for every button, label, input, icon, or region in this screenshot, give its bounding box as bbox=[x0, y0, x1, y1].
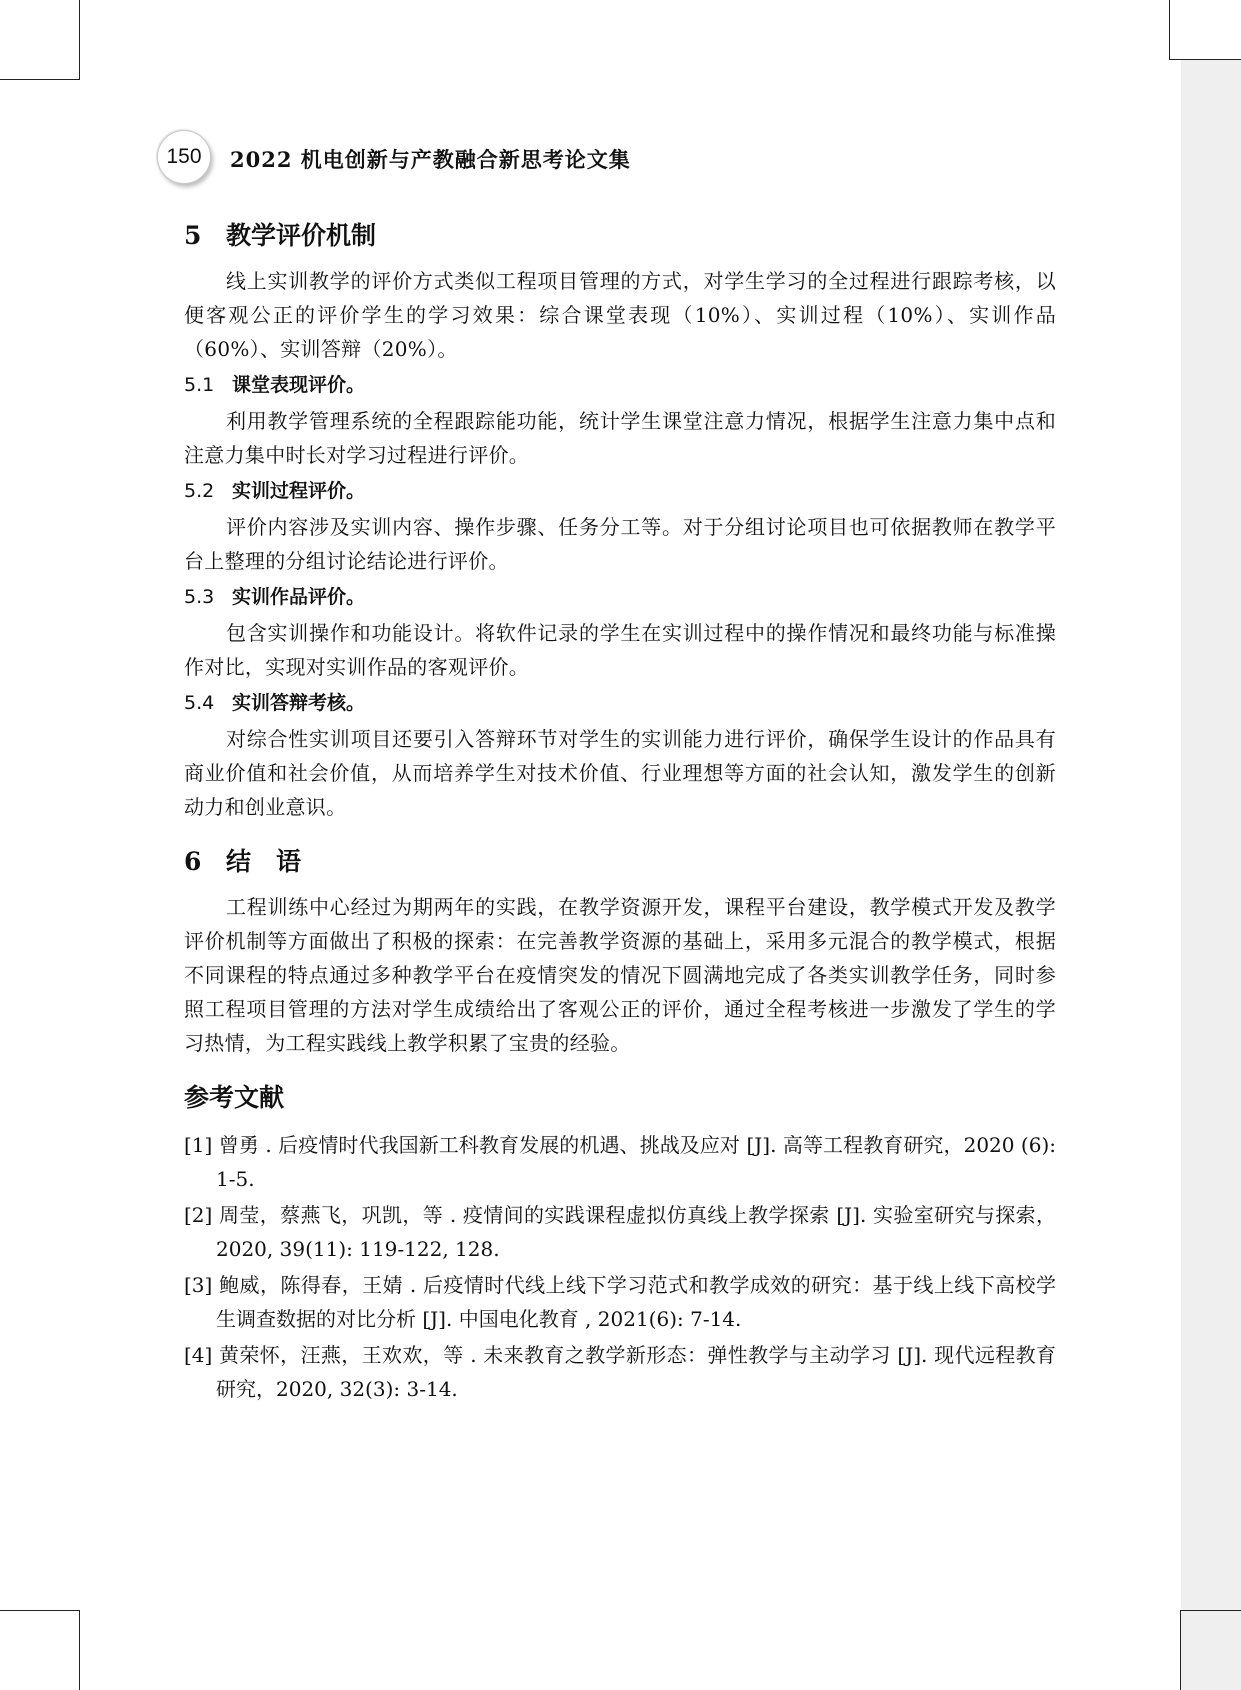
subsection-title: 实训答辩考核。 bbox=[232, 692, 366, 714]
reference-item: [1] 曾勇 . 后疫情时代我国新工科教育发展的机遇、挑战及应对 [J]. 高等工程教育研究，2020 (6): 1-5. bbox=[184, 1133, 1056, 1191]
section-title: 结 语 bbox=[226, 847, 302, 876]
section-number: 5 bbox=[184, 221, 202, 250]
subsection-heading bbox=[184, 684, 1056, 722]
page-number: 150 bbox=[157, 130, 211, 184]
paragraph: 线上实训教学的评价方式类似工程项目管理的方式，对学生学习的全过程进行跟踪考核，以便客观公正的评价学生的学习效果：综合课堂表现（10%）、实训过程（10%）、实训作品（60%）、实训答辩（20%）。 bbox=[184, 269, 1056, 361]
section-heading bbox=[184, 216, 1056, 256]
paragraph: 对综合性实训项目还要引入答辩环节对学生的实训能力进行评价，确保学生设计的作品具有商业价值和社会价值，从而培养学生对技术价值、行业理想等方面的社会认知，激发学生的创新动力和创业意识。 bbox=[184, 727, 1056, 819]
crop-mark bbox=[79, 0, 80, 80]
reference-list bbox=[184, 1128, 1056, 1406]
subsection-number: 5.2 bbox=[184, 480, 215, 502]
subsection-number: 5.1 bbox=[184, 374, 215, 396]
section-heading bbox=[184, 842, 1056, 882]
subsection-title: 课堂表现评价。 bbox=[232, 374, 366, 396]
crop-mark bbox=[0, 1610, 80, 1611]
section-number: 6 bbox=[184, 847, 202, 876]
section-title: 教学评价机制 bbox=[226, 221, 377, 250]
reference-item: [4] 黄荣怀，汪燕，王欢欢，等 . 未来教育之教学新形态：弹性教学与主动学习 [J]. 现代远程教育研究，2020, 32(3): 3-14. bbox=[184, 1343, 1056, 1401]
subsection-title: 实训过程评价。 bbox=[232, 480, 366, 502]
paragraph: 工程训练中心经过为期两年的实践，在教学资源开发，课程平台建设，教学模式开发及教学评价机制等方面做出了积极的探索：在完善教学资源的基础上，采用多元混合的教学模式，根据不同课程的特点通过多种教学平台在疫情突发的情况下圆满地完成了各类实训教学任务，同时参照工程项目管理的方法对学生成绩给出了客观公正的评价，通过全程考核进一步激发了学生的学习热情，为工程实践线上教学积累了宝贵的经验。 bbox=[184, 895, 1056, 1055]
crop-mark bbox=[79, 1610, 80, 1690]
subsection-number: 5.3 bbox=[184, 586, 215, 608]
page-gutter bbox=[1181, 60, 1241, 1690]
crop-mark bbox=[1180, 1610, 1181, 1690]
subsection-heading bbox=[184, 472, 1056, 510]
paragraph: 评价内容涉及实训内容、操作步骤、任务分工等。对于分组讨论项目也可依据教师在教学平台上整理的分组讨论结论进行评价。 bbox=[184, 515, 1056, 573]
subsection-number: 5.4 bbox=[184, 692, 215, 714]
reference-item: [3] 鲍威，陈得春，王婧 . 后疫情时代线上线下学习范式和教学成效的研究：基于线上线下高校学生调查数据的对比分析 [J]. 中国电化教育 , 2021(6): 7-14. bbox=[184, 1273, 1056, 1331]
running-title: 2022 机电创新与产教融合新思考论文集 bbox=[230, 147, 631, 172]
subsection-title: 实训作品评价。 bbox=[232, 586, 366, 608]
references-heading: 参考文献 bbox=[184, 1083, 285, 1112]
crop-mark bbox=[1180, 1610, 1241, 1611]
subsection-heading bbox=[184, 578, 1056, 616]
paragraph: 利用教学管理系统的全程跟踪能功能，统计学生课堂注意力情况，根据学生注意力集中点和注意力集中时长对学习过程进行评价。 bbox=[184, 409, 1056, 467]
subsection-heading bbox=[184, 366, 1056, 404]
crop-mark bbox=[0, 79, 80, 80]
paragraph: 包含实训操作和功能设计。将软件记录的学生在实训过程中的操作情况和最终功能与标准操作对比，实现对实训作品的客观评价。 bbox=[184, 621, 1056, 679]
crop-mark bbox=[1170, 59, 1241, 60]
reference-item: [2] 周莹，蔡燕飞，巩凯，等 . 疫情间的实践课程虚拟仿真线上教学探索 [J]. 实验室研究与探索，2020, 39(11): 119-122, 128. bbox=[184, 1203, 1056, 1261]
article-body bbox=[184, 216, 1056, 1408]
crop-mark bbox=[1169, 0, 1170, 60]
